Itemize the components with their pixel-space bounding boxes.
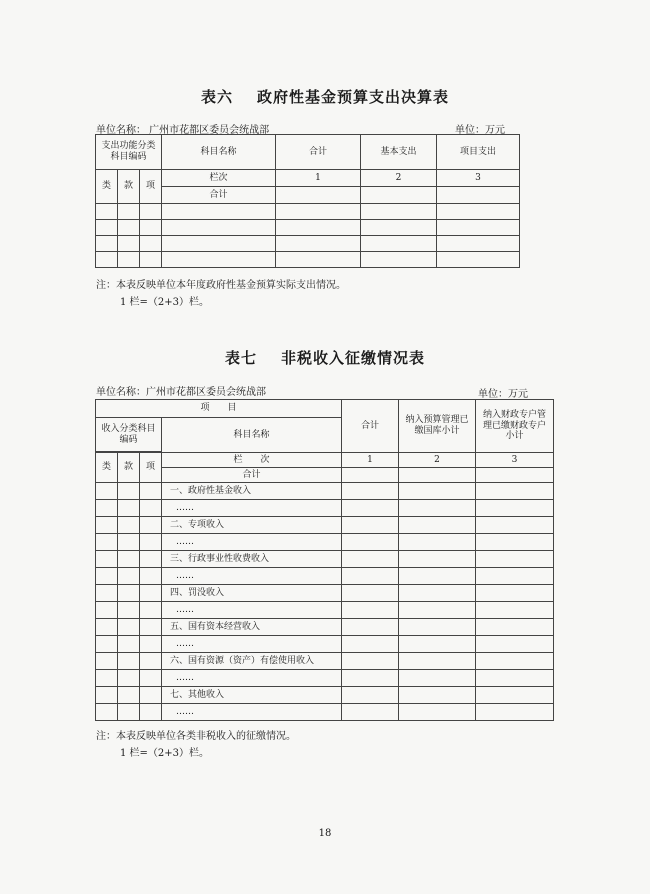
table7-header-lei: 类 — [96, 453, 118, 483]
table7-row-label: …… — [162, 500, 342, 517]
table7-row-label: 二、专项收入 — [162, 517, 342, 534]
table6-header-xiang: 项 — [140, 170, 162, 204]
table-row — [96, 619, 554, 636]
table-row — [96, 236, 520, 252]
table6-note2: 1 栏=（2+3）栏。 — [120, 297, 210, 308]
table7-title-number: 表七 — [224, 349, 257, 367]
table-row — [96, 252, 520, 268]
table7-title — [0, 347, 650, 368]
table-row — [96, 517, 554, 534]
table7-row-label: …… — [162, 636, 342, 653]
table-row — [96, 636, 554, 653]
table6-lanci: 栏次 — [162, 170, 276, 187]
table-row — [96, 585, 554, 602]
table7-lanci: 栏 次 — [162, 453, 342, 468]
table7-header-kuan: 款 — [118, 453, 140, 483]
table6-col2: 2 — [361, 170, 437, 187]
table7-col1: 1 — [342, 453, 399, 468]
table7-row-label: 七、其他收入 — [162, 687, 342, 704]
table6-header-total: 合计 — [276, 135, 361, 170]
table7-header-treasury: 纳入预算管理已缴国库小计 — [399, 400, 476, 453]
table7-header-code: 收入分类科目编码 — [96, 418, 162, 452]
table6-header-lei: 类 — [96, 170, 118, 204]
table6-title — [0, 86, 650, 107]
table7-header-total: 合计 — [342, 400, 399, 453]
table6-note1: 注：本表反映单位本年度政府性基金预算实际支出情况。 — [96, 280, 346, 291]
table6-header-basic: 基本支出 — [361, 135, 437, 170]
table7-row-label: …… — [162, 602, 342, 619]
table7-row-label: …… — [162, 568, 342, 585]
table7 — [95, 399, 554, 721]
table6-unit-org: 单位名称： 广州市花都区委员会统战部 — [96, 125, 270, 136]
table6-header-project: 项目支出 — [437, 135, 520, 170]
table-row — [96, 500, 554, 517]
table6-header-code: 支出功能分类科目编码 — [96, 135, 162, 170]
table-row — [96, 483, 554, 500]
table-row — [96, 602, 554, 619]
table-row — [96, 551, 554, 568]
table7-title-text: 非税收入征缴情况表 — [281, 349, 426, 367]
table7-row-label: 六、国有资源（资产）有偿使用收入 — [162, 653, 342, 670]
table7-header-xiang: 项 — [140, 453, 162, 483]
table-row — [96, 704, 554, 721]
table6-heji: 合计 — [162, 187, 276, 204]
table-row — [96, 568, 554, 585]
table6-header-name: 科目名称 — [162, 135, 276, 170]
table7-heji: 合计 — [162, 468, 342, 483]
table-row — [96, 670, 554, 687]
table6 — [95, 134, 520, 268]
table-row — [96, 204, 520, 220]
table7-row-label: …… — [162, 534, 342, 551]
table6-unit-measure: 单位：万元 — [455, 125, 505, 136]
table7-header-name: 科目名称 — [162, 418, 342, 453]
table6-title-text: 政府性基金预算支出决算表 — [257, 88, 450, 106]
page-number: 18 — [318, 828, 332, 839]
table6-title-number: 表六 — [200, 88, 233, 106]
table7-header-items: 项 目 — [96, 400, 342, 418]
table-row — [96, 534, 554, 551]
table7-row-label: …… — [162, 704, 342, 721]
table-row — [96, 687, 554, 704]
table7-row-label: 五、国有资本经营收入 — [162, 619, 342, 636]
table7-col3: 3 — [476, 453, 554, 468]
table7-note2: 1 栏=（2+3）栏。 — [120, 748, 210, 759]
table7-row-label: 四、罚没收入 — [162, 585, 342, 602]
table7-col2: 2 — [399, 453, 476, 468]
table7-note1: 注：本表反映单位各类非税收入的征缴情况。 — [96, 731, 296, 742]
table7-unit-org: 单位名称：广州市花都区委员会统战部 — [96, 387, 266, 398]
table7-row-label: 三、行政事业性收费收入 — [162, 551, 342, 568]
table-row — [96, 653, 554, 670]
table7-header-special: 纳入财政专户管理已缴财政专户小计 — [476, 400, 554, 453]
table6-col1: 1 — [276, 170, 361, 187]
table6-header-kuan: 款 — [118, 170, 140, 204]
table6-col3: 3 — [437, 170, 520, 187]
table-row — [96, 220, 520, 236]
table7-unit-measure: 单位：万元 — [478, 389, 528, 400]
table7-row-label: 一、政府性基金收入 — [162, 483, 342, 500]
table7-row-label: …… — [162, 670, 342, 687]
